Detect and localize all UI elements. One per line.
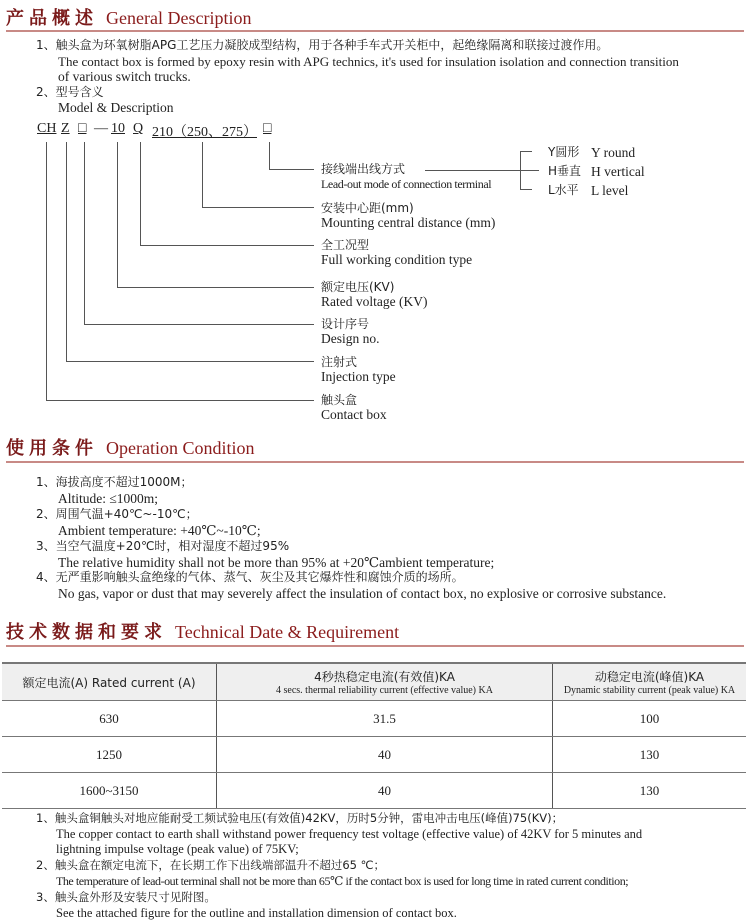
cell-dynamic-current: 100 [553, 701, 747, 737]
section-title-technical [6, 618, 399, 644]
cell-thermal-current: 40 [217, 737, 553, 773]
header-rated-current [2, 663, 217, 701]
leader-line [46, 142, 47, 401]
tech-note-cn: 3、触头盒外形及安装尺寸见附图。 [36, 890, 216, 904]
table-row [2, 773, 746, 809]
leadout-option-en: L level [591, 183, 629, 198]
label-leadout-en: Lead-out mode of connection terminal [321, 177, 492, 191]
label-type-en: Full working condition type [321, 252, 473, 267]
leader-line [46, 400, 314, 401]
general-item1-en-cont: of various switch trucks. [58, 69, 191, 84]
label-voltage-en: Rated voltage (KV) [321, 294, 428, 309]
cell-rated-current: 630 [2, 701, 217, 737]
general-item1-cn: 1、触头盒为环氧树脂APG工艺压力凝胶成型结构，用于各种手车式开关柜中，起绝缘隔离和联接过渡作用。 [36, 38, 609, 52]
header-cn: 4秒热稳定电流(有效值)KA [314, 670, 455, 684]
label-type-cn: 全工况型 [321, 238, 370, 252]
operation-item-en: No gas, vapor or dust that may severely affect the insulation of contact box, no explosive or corrosive substance. [58, 586, 667, 601]
code-leadout-box: □ [263, 121, 272, 136]
table-row [2, 701, 746, 737]
leadout-option-cn: H垂直 [548, 164, 582, 178]
general-item2-cn: 2、型号含义 [36, 85, 104, 99]
header-cn: 额定电流(A) Rated current (A) [22, 675, 196, 690]
leadout-option-en: Y round [591, 145, 636, 160]
tech-note-cn: 1、触头盒铜触头对地应能耐受工频试验电压(有效值)42KV，历时5分钟，雷电冲击电压(峰值)75(KV)； [36, 811, 564, 825]
section-divider [6, 461, 744, 463]
spec-table [2, 662, 746, 809]
section-title-general [6, 4, 251, 30]
section-title-cn: 技术数据和要求 [6, 622, 167, 643]
label-injection-cn: 注射式 [321, 355, 358, 369]
cell-dynamic-current: 130 [553, 737, 747, 773]
table-header-row [2, 663, 746, 701]
operation-item-cn: 3、当空气温度+20℃时，相对湿度不超过95% [36, 539, 290, 553]
operation-item-en: The relative humidity shall not be more than 95% at +20℃ambient temperature; [58, 555, 495, 570]
label-leadout-cn: 接线端出线方式 [321, 162, 406, 176]
header-cn: 动稳定电流(峰值)KA [594, 670, 705, 684]
leader-line [202, 142, 203, 208]
header-en: 4 secs. thermal reliability current (effective value) KA [276, 685, 493, 696]
table-row [2, 737, 746, 773]
section-title-cn: 使用条件 [6, 438, 98, 459]
section-divider [6, 645, 744, 647]
tech-note-cn: 2、触头盒在额定电流下，在长期工作下出线端部温升不超过65 ℃； [36, 858, 386, 872]
label-contactbox-en: Contact box [321, 407, 387, 422]
general-item1-en: The contact box is formed by epoxy resin with APG technics, it's used for insulation isolation and connection transition [58, 54, 679, 69]
label-distance-cn: 安装中心距(mm) [321, 201, 414, 215]
label-contactbox-cn: 触头盒 [321, 393, 358, 407]
bracket-line [520, 151, 521, 190]
cell-thermal-current: 40 [217, 773, 553, 809]
leadout-option-en: H vertical [591, 164, 645, 179]
leader-line [140, 142, 141, 246]
section-title-en: Technical Date & Requirement [175, 622, 400, 642]
code-design-box: □ [78, 121, 87, 136]
tech-note-en: The temperature of lead-out terminal shall not be more than 65℃ if the contact box is used for long time in rated current condition; [56, 874, 629, 888]
header-thermal-current [217, 663, 553, 701]
tech-note-en: See the attached figure for the outline and installation dimension of contact box. [56, 906, 457, 920]
leader-line [117, 142, 118, 288]
label-injection-en: Injection type [321, 369, 396, 384]
leadout-option-cn: Y圆形 [548, 145, 580, 159]
tech-note-en-cont: lightning impulse voltage (peak value) of 75KV; [56, 842, 299, 856]
leader-line [140, 245, 314, 246]
section-title-operation [6, 434, 254, 460]
leader-line [117, 287, 314, 288]
bracket-line [530, 170, 539, 171]
leader-line [425, 170, 530, 171]
code-q: Q [133, 121, 144, 136]
label-design-cn: 设计序号 [321, 317, 370, 331]
operation-item-cn: 2、周围气温+40℃~-10℃； [36, 507, 198, 521]
cell-rated-current: 1600~3150 [2, 773, 217, 809]
code-distance: 210（250、275） [152, 125, 257, 140]
leader-line [66, 142, 67, 362]
cell-rated-current: 1250 [2, 737, 217, 773]
operation-item-cn: 1、海拔高度不超过1000M； [36, 475, 193, 489]
section-divider [6, 30, 744, 32]
operation-item-en: Altitude: ≤1000m; [58, 491, 159, 506]
tech-note-en: The copper contact to earth shall withstand power frequency test voltage (effective value) of 42KV for 5 minutes and [56, 827, 643, 841]
code-ch: CH [37, 121, 57, 136]
leader-line [269, 169, 314, 170]
label-voltage-cn: 额定电压(KV) [321, 280, 395, 294]
leadout-option-cn: L水平 [548, 183, 579, 197]
label-distance-en: Mounting central distance (mm) [321, 215, 496, 230]
code-dash: — [94, 121, 108, 136]
leader-line [202, 207, 314, 208]
operation-item-en: Ambient temperature: +40℃~-10℃; [58, 523, 261, 538]
code-voltage: 10 [111, 121, 125, 136]
section-title-cn: 产品概述 [6, 8, 98, 29]
section-title-en: Operation Condition [106, 438, 255, 458]
leader-line [66, 361, 314, 362]
header-en: Dynamic stability current (peak value) KA [563, 685, 736, 696]
label-design-en: Design no. [321, 331, 380, 346]
general-item2-en: Model & Description [58, 100, 174, 115]
bracket-line [520, 189, 532, 190]
leader-line [84, 142, 85, 325]
cell-dynamic-current: 130 [553, 773, 747, 809]
header-dynamic-current [553, 663, 747, 701]
cell-thermal-current: 31.5 [217, 701, 553, 737]
leader-line [269, 142, 270, 170]
leader-line [84, 324, 314, 325]
code-z: Z [61, 121, 70, 136]
operation-item-cn: 4、无严重影响触头盒绝缘的气体、蒸气、灰尘及其它爆炸性和腐蚀介质的场所。 [36, 570, 464, 584]
section-title-en: General Description [106, 8, 252, 28]
bracket-line [520, 151, 532, 152]
